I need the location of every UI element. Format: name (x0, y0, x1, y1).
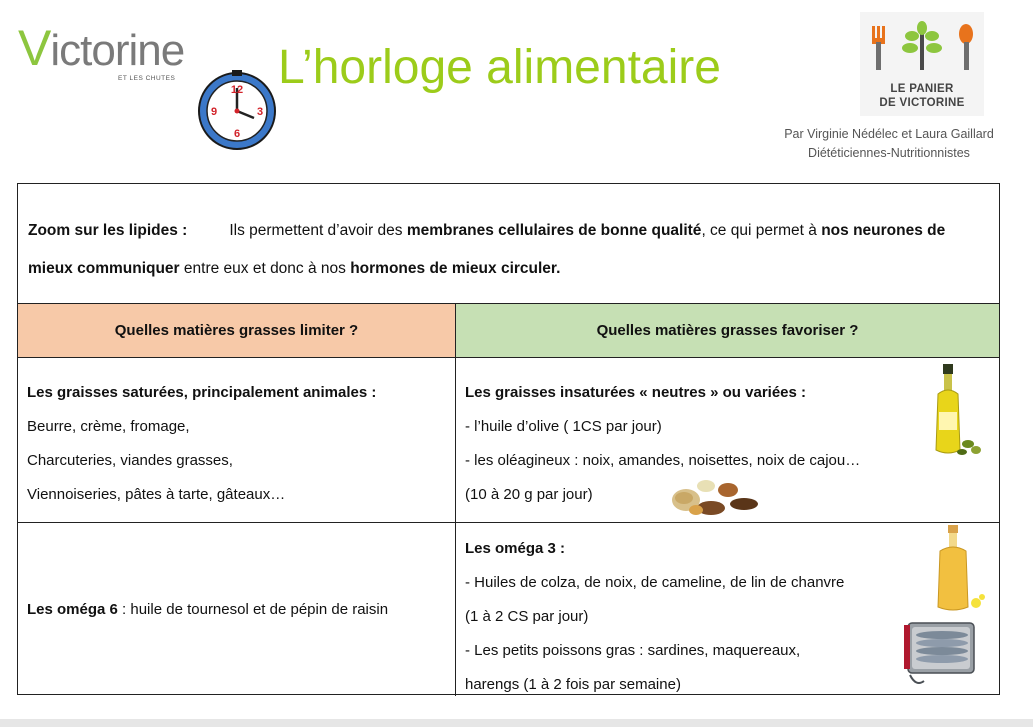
victorine-logo (14, 22, 194, 84)
list-item: Charcuteries, viandes grasses, (27, 452, 233, 469)
clock-number-12: 12 (230, 84, 244, 96)
logo-line-2: DE VICTORINE (879, 97, 965, 109)
saturated-fats-cell (18, 358, 456, 523)
limit-column-header: Quelles matières grasses limiter ? (18, 304, 456, 358)
olive-oil-bottle-icon (926, 364, 986, 460)
list-item: Beurre, crème, fromage, (27, 418, 190, 435)
unsaturated-fats-cell (456, 358, 999, 523)
omega6-text: : huile de tournesol et de pépin de raisin (117, 601, 389, 618)
clock-number-9: 9 (210, 106, 218, 118)
omega3-cell (456, 523, 999, 696)
list-item: (1 à 2 CS par jour) (465, 608, 589, 625)
unsaturated-heading: Les graisses insaturées « neutres » ou variées : (465, 384, 807, 401)
nuts-icon (666, 470, 766, 520)
author-credit (759, 125, 1019, 163)
list-item: - Huiles de colza, de noix, de cameline, de lin de chanvre (465, 574, 845, 591)
spoon-icon (959, 24, 973, 70)
omega6-label: Les oméga 6 (27, 601, 118, 618)
list-item: - les oléagineux : noix, amandes, noisettes, noix de cajou… (465, 452, 861, 469)
page-title: L’horloge alimentaire (278, 41, 721, 94)
oil-bottle-icon (930, 525, 990, 615)
favor-column-header: Quelles matières grasses favoriser ? (456, 304, 999, 358)
authors-role: Diététiciennes-Nutritionnistes (808, 146, 970, 160)
intro-label: Zoom sur les lipides : (28, 222, 188, 239)
clock-number-6: 6 (233, 128, 241, 140)
list-item: (10 à 20 g par jour) (465, 486, 593, 503)
lipids-table (17, 183, 1000, 695)
panier-logo (860, 12, 984, 116)
list-item: Viennoiseries, pâtes à tarte, gâteaux… (27, 486, 286, 503)
list-item: harengs (1 à 2 fois par semaine) (465, 676, 681, 693)
list-item: - Les petits poissons gras : sardines, maquereaux, (465, 642, 801, 659)
omega6-cell (18, 523, 456, 696)
fork-icon (872, 26, 885, 70)
list-item: - l’huile d’olive ( 1CS par jour) (465, 418, 662, 435)
intro-paragraph: Zoom sur les lipides : Ils permettent d’avoir des membranes cellulaires de bonne qualité, ce qui permet à nos neurones de mieux communiquer entre eux et donc à nos hormones de mieux circuler. (18, 184, 999, 304)
authors-names: Par Virginie Nédélec et Laura Gaillard (784, 127, 994, 141)
saturated-heading: Les graisses saturées, principalement animales : (27, 384, 377, 401)
sardine-can-icon (902, 615, 982, 693)
logo-line-1: LE PANIER (890, 83, 954, 95)
omega3-heading: Les oméga 3 : (465, 540, 566, 557)
clock-number-3: 3 (256, 106, 264, 118)
logo-wordmark: Victorine (18, 20, 185, 76)
clock-icon (196, 70, 278, 152)
logo-subtitle: ET LES CHUTES (118, 75, 176, 82)
plant-icon (902, 21, 942, 70)
bottom-strip (0, 719, 1033, 727)
